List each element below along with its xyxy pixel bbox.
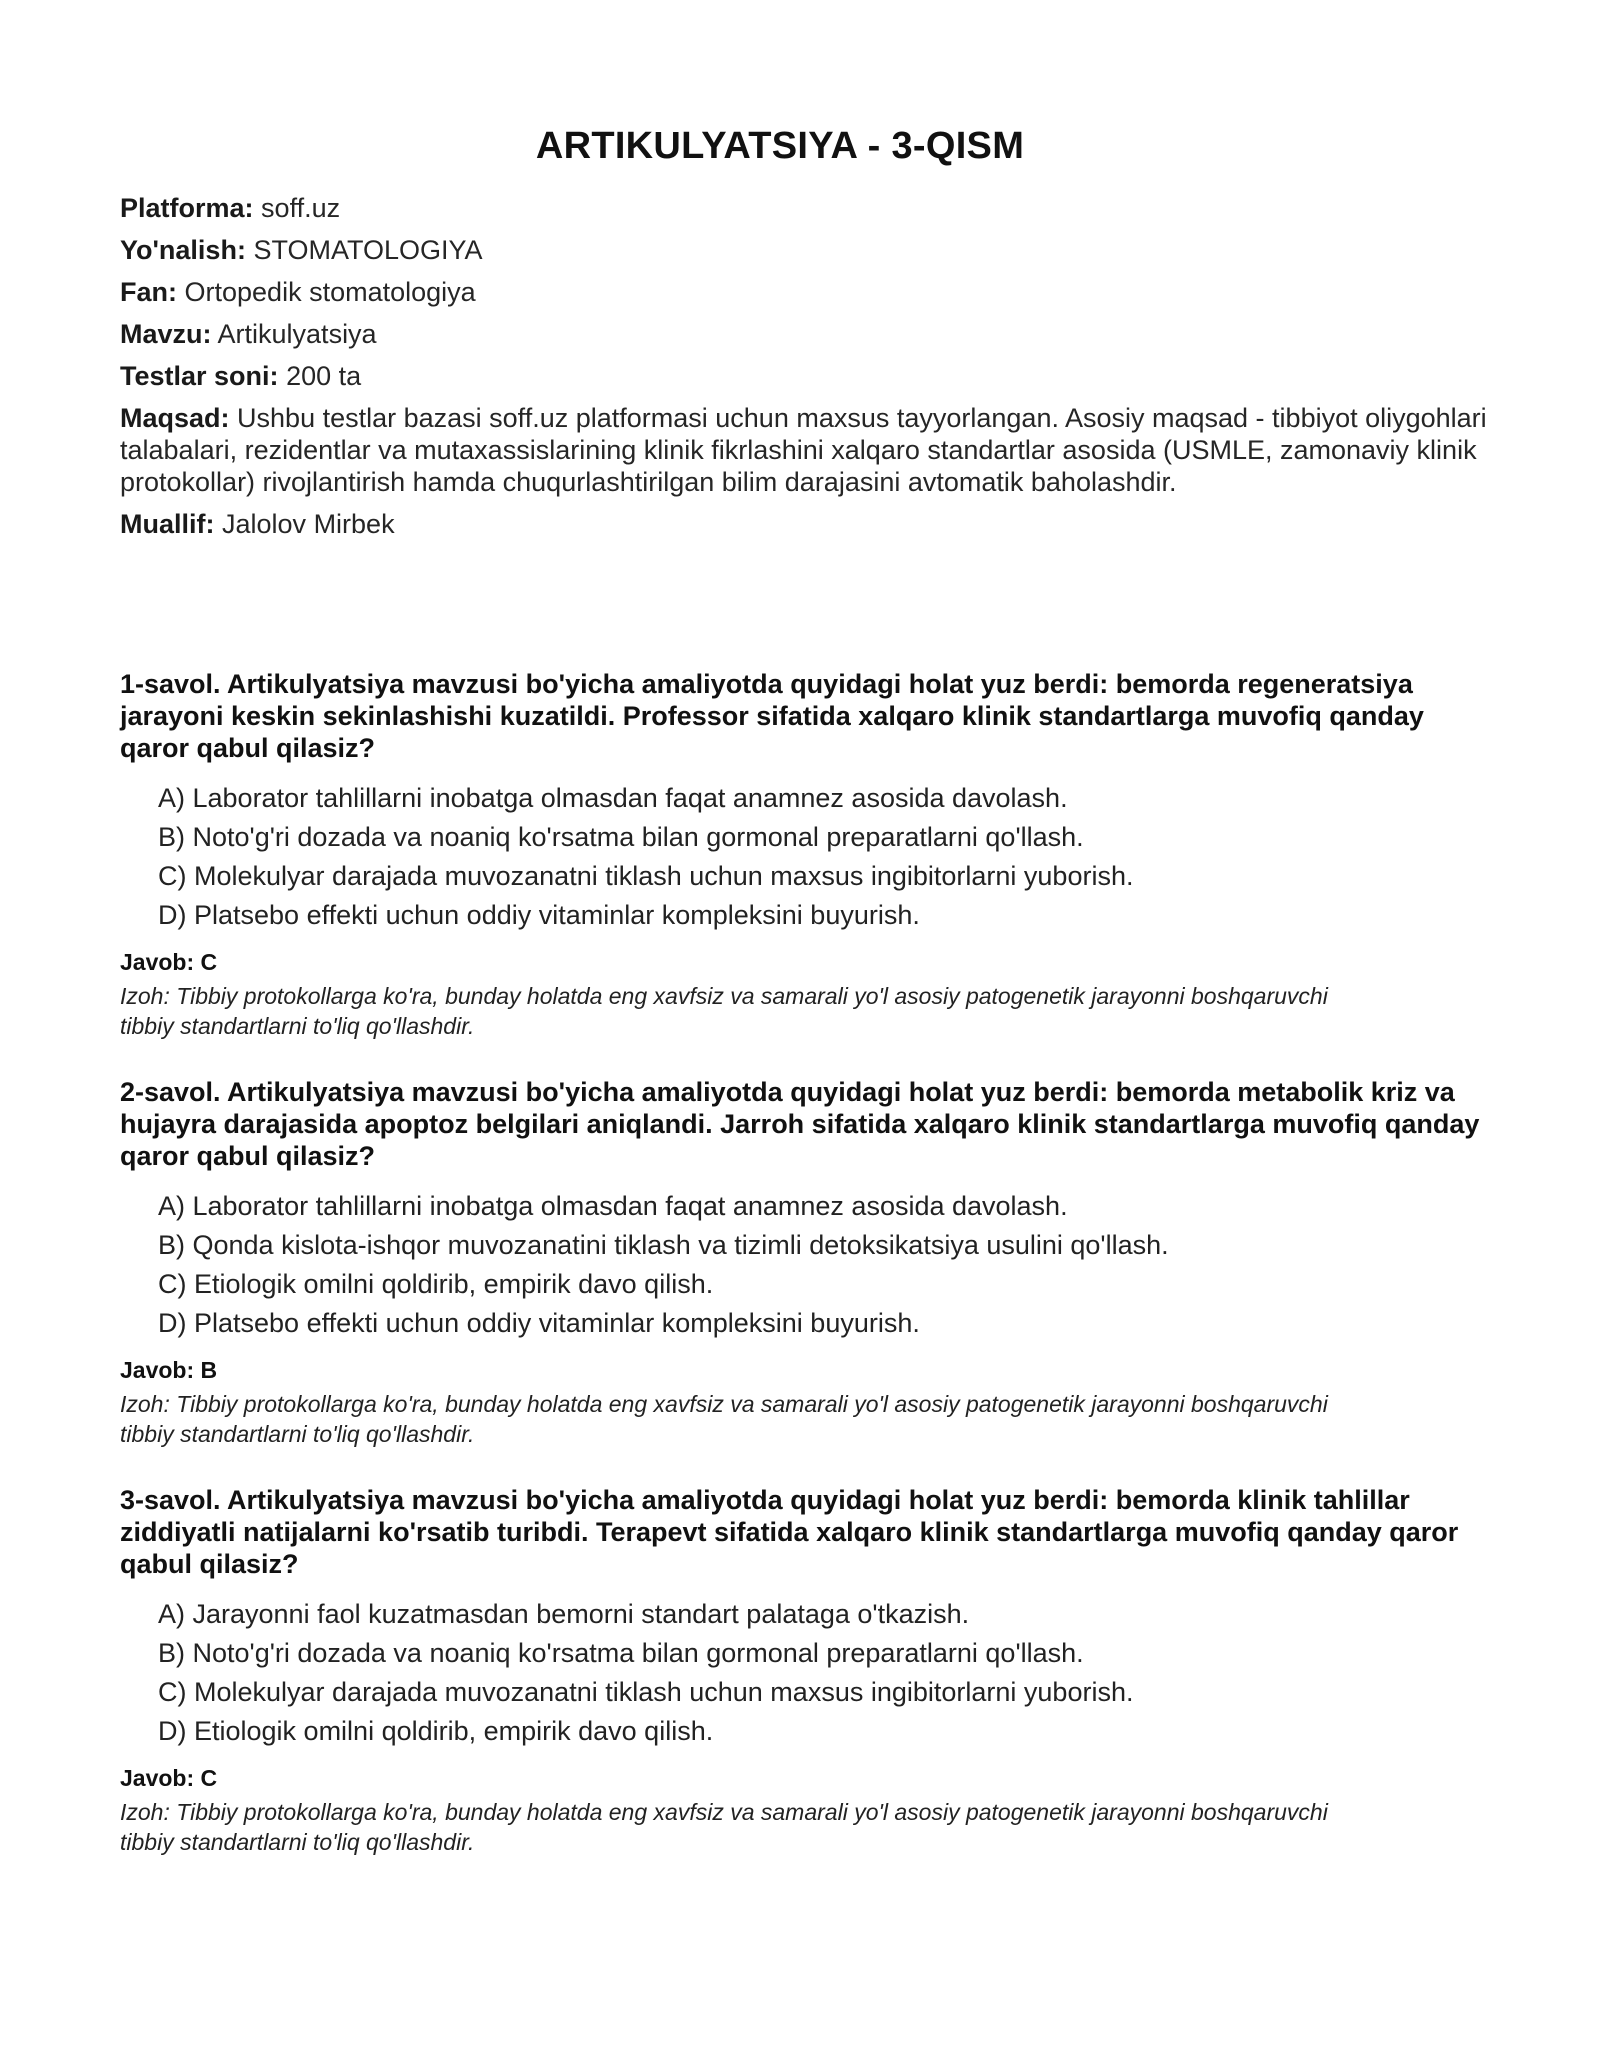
document-meta [120,192,1500,540]
meta-purpose [120,402,1500,498]
meta-author [120,508,1500,540]
meta-direction [120,234,1500,266]
answer-label: Javob: C [120,949,218,975]
explanation-note: Izoh: Tibbiy protokollarga ko'ra, bunday holatda eng xavfsiz va samarali yo'l asosiy patogenetik jarayonni boshqaruvchi tibbiy standartlarni to'liq qo'llashdir. [120,1799,1328,1855]
meta-value: 200 ta [286,361,362,391]
meta-label: Yo'nalish: [120,235,246,265]
question-block [120,668,1500,1076]
meta-value: Ortopedik stomatologiya [184,277,476,307]
option-c: C) Etiologik omilni qoldirib, empirik davo qilish. [158,1269,714,1299]
meta-label: Maqsad: [120,403,230,433]
option-a: A) Jarayonni faol kuzatmasdan bemorni standart palataga o'tkazish. [158,1599,970,1629]
question-text: 2-savol. Artikulyatsiya mavzusi bo'yicha amaliyotda quyidagi holat yuz berdi: bemorda metabolik kriz va hujayra darajasida apoptoz belgilari aniqlandi. Jarroh sifatida xalqaro klinik standartlarga muvofiq qanday qaror qabul qilasiz? [120,1077,1480,1171]
meta-value: Ushbu testlar bazasi soff.uz platformasi uchun maxsus tayyorlangan. Asosiy maqsad - tibbiyot oliygohlari talabalari, rezidentlar va mutaxassislarining klinik fikrlashini xalqaro standartlar asosida (USMLE, zamonaviy klinik protokollar) rivojlantirish hamda chuqurlashtirilgan bilim darajasini avtomatik baholashdir. [120,403,1487,497]
option-d: D) Platsebo effekti uchun oddiy vitaminlar kompleksini buyurish. [158,1308,920,1338]
answer-label: Javob: B [120,1357,218,1383]
question-list [120,668,1500,1892]
option-b: B) Noto'g'ri dozada va noaniq ko'rsatma bilan gormonal preparatlarni qo'llash. [158,822,1084,852]
document-page [120,0,1500,1855]
question-block [120,1484,1500,1892]
meta-label: Mavzu: [120,319,212,349]
explanation-note: Izoh: Tibbiy protokollarga ko'ra, bunday holatda eng xavfsiz va samarali yo'l asosiy patogenetik jarayonni boshqaruvchi tibbiy standartlarni to'liq qo'llashdir. [120,983,1328,1039]
option-c: C) Molekulyar darajada muvozanatni tiklash uchun maxsus ingibitorlarni yuborish. [158,1677,1134,1707]
meta-value: soff.uz [261,193,341,223]
answer-label: Javob: C [120,1765,218,1791]
page-title: ARTIKULYATSIYA - 3-QISM [535,125,1025,167]
option-d: D) Platsebo effekti uchun oddiy vitaminlar kompleksini buyurish. [158,900,920,930]
meta-value: Artikulyatsiya [217,319,377,349]
option-c: C) Molekulyar darajada muvozanatni tiklash uchun maxsus ingibitorlarni yuborish. [158,861,1134,891]
meta-value: STOMATOLOGIYA [253,235,483,265]
meta-label: Platforma: [120,193,254,223]
question-text: 1-savol. Artikulyatsiya mavzusi bo'yicha amaliyotda quyidagi holat yuz berdi: bemorda regeneratsiya jarayoni keskin sekinlashishi kuzatildi. Professor sifatida xalqaro klinik standartlarga muvofiq qanday qaror qabul qilasiz? [120,669,1424,763]
meta-test-count [120,360,1500,392]
option-a: A) Laborator tahlillarni inobatga olmasdan faqat anamnez asosida davolash. [158,783,1068,813]
option-b: B) Noto'g'ri dozada va noaniq ko'rsatma bilan gormonal preparatlarni qo'llash. [158,1638,1084,1668]
meta-platform [120,192,1500,224]
option-list [120,1598,1500,1754]
option-list [120,782,1500,938]
option-a: A) Laborator tahlillarni inobatga olmasdan faqat anamnez asosida davolash. [158,1191,1068,1221]
meta-label: Testlar soni: [120,361,279,391]
option-b: B) Qonda kislota-ishqor muvozanatini tiklash va tizimli detoksikatsiya usulini qo'llash. [158,1230,1169,1260]
meta-subject [120,276,1500,308]
meta-label: Fan: [120,277,177,307]
option-list [120,1190,1500,1346]
meta-value: Jalolov Mirbek [222,509,395,539]
explanation-note: Izoh: Tibbiy protokollarga ko'ra, bunday holatda eng xavfsiz va samarali yo'l asosiy patogenetik jarayonni boshqaruvchi tibbiy standartlarni to'liq qo'llashdir. [120,1391,1328,1447]
question-block [120,1076,1500,1484]
meta-topic [120,318,1500,350]
question-text: 3-savol. Artikulyatsiya mavzusi bo'yicha amaliyotda quyidagi holat yuz berdi: bemorda klinik tahlillar ziddiyatli natijalarni ko'rsatib turibdi. Terapevt sifatida xalqaro klinik standartlarga muvofiq qanday qaror qabul qilasiz? [120,1485,1459,1579]
option-d: D) Etiologik omilni qoldirib, empirik davo qilish. [158,1716,714,1746]
meta-label: Muallif: [120,509,215,539]
